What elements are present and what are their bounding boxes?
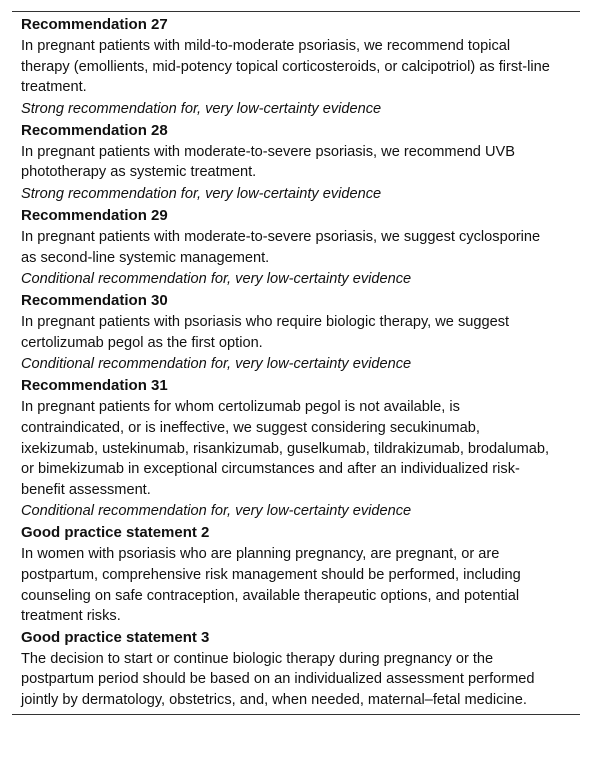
recommendation-text: In pregnant patients with psoriasis who require biologic therapy, we suggest certolizumab pegol as the first option. bbox=[21, 314, 510, 351]
statement-text: The decision to start or continue biologic therapy during pregnancy or the postpartum period should be based on an individualized assessment performed jointly by dermatology, obstetrics, and, when needed, maternal–fetal medicine. bbox=[21, 650, 535, 708]
good-practice-statement-3 bbox=[21, 627, 580, 711]
recommendation-heading: Recommendation 27 bbox=[21, 16, 168, 33]
recommendation-text: In pregnant patients for whom certolizumab pegol is not available, is contraindicated, or is ineffective, we suggest considering secukinumab, ixekizumab, ustekinumab, risankizumab, guselkumab, tildrakizumab, brodalumab, or bimekizumab in exceptional circumstances and after an individualized risk-benefit assessment. bbox=[21, 399, 550, 498]
recommendation-heading: Recommendation 31 bbox=[21, 377, 168, 395]
recommendation-rating: Conditional recommendation for, very low-certainty evidence bbox=[21, 356, 412, 373]
recommendation-heading: Recommendation 30 bbox=[21, 292, 168, 310]
recommendations-table bbox=[12, 11, 580, 715]
recommendation-28 bbox=[21, 120, 580, 205]
recommendation-text: In pregnant patients with mild-to-moderate psoriasis, we recommend topical therapy (emollients, mid-potency topical corticosteroids, or calcipotriol) as first-line treatment. bbox=[21, 38, 550, 96]
recommendation-rating: Conditional recommendation for, very low-certainty evidence bbox=[21, 503, 412, 520]
statement-text: In women with psoriasis who are planning pregnancy, are pregnant, or are postpartum, comprehensive risk management should be performed, including counseling on safe contraception, available therapeutic options, and potential treatment risks. bbox=[21, 546, 521, 625]
recommendation-31 bbox=[21, 375, 580, 522]
recommendation-rating: Strong recommendation for, very low-certainty evidence bbox=[21, 100, 382, 117]
statement-heading: Good practice statement 2 bbox=[21, 524, 210, 542]
good-practice-statement-2 bbox=[21, 522, 580, 626]
recommendation-heading: Recommendation 28 bbox=[21, 121, 168, 139]
recommendation-rating: Strong recommendation for, very low-certainty evidence bbox=[21, 185, 382, 202]
recommendation-27 bbox=[21, 14, 580, 120]
recommendation-30 bbox=[21, 290, 580, 375]
statement-heading: Good practice statement 3 bbox=[21, 628, 210, 646]
recommendation-heading: Recommendation 29 bbox=[21, 206, 168, 224]
recommendation-rating: Conditional recommendation for, very low-certainty evidence bbox=[21, 271, 412, 288]
recommendation-text: In pregnant patients with moderate-to-severe psoriasis, we suggest cyclosporine as second-line systemic management. bbox=[21, 228, 541, 266]
recommendation-29 bbox=[21, 205, 580, 290]
recommendation-text: In pregnant patients with moderate-to-severe psoriasis, we recommend UVB phototherapy as systemic treatment. bbox=[21, 143, 515, 181]
